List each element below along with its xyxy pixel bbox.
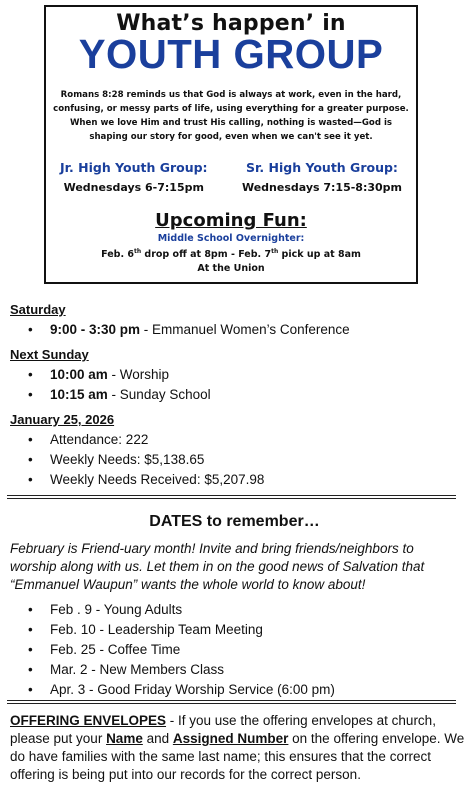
dates-intro: February is Friend-uary month! Invite and bring friends/neighbors to worship along with us. Let them in on the good news of Salvation that “Emmanuel Waupun” wants the whole world to know about!	[10, 541, 425, 592]
flyer-groups	[60, 160, 402, 194]
envelopes-text-2: and	[142, 731, 173, 746]
list-item: • Apr. 3 - Good Friday Worship Service (6:00 pm)	[50, 680, 335, 700]
next-sunday-section	[10, 347, 211, 405]
event-time-b: drop off at 8pm - Feb. 7	[141, 249, 272, 261]
sr-high-heading: Sr. High Youth Group:	[246, 160, 398, 175]
dates-heading: DATES to remember…	[149, 513, 320, 530]
list-item: • Weekly Needs Received: $5,207.98	[50, 470, 264, 490]
list-item: • Mar. 2 - New Members Class	[50, 660, 335, 680]
sr-high-group	[242, 160, 402, 194]
dates-list	[10, 600, 335, 700]
list-item: • Feb. 10 - Leadership Team Meeting	[50, 620, 335, 640]
event-sup-a: th	[133, 248, 142, 255]
saturday-list	[10, 320, 350, 340]
envelopes-text-3: on the offering envelope. We do have families with the same last name; this ensures that the correct offering is being put into our records for the correct person.	[10, 731, 465, 782]
saturday-heading: Saturday	[10, 302, 66, 317]
list-item	[50, 385, 211, 405]
jan25-list	[10, 430, 264, 490]
jr-high-group	[60, 160, 208, 194]
envelopes-heading: OFFERING ENVELOPES	[10, 713, 167, 728]
saturday-section	[10, 302, 350, 340]
next-sunday-heading: Next Sunday	[10, 347, 89, 362]
item-text: - Worship	[107, 367, 170, 382]
flyer-verse: Romans 8:28 reminds us that God is always at work, even in the hard, confusing, or messy parts of life, using everything for a greater purpose. When we love Him and trust His calling, nothing is wasted—God is shaping our story for good, even when we can't see it yet.	[53, 90, 409, 142]
jr-high-heading: Jr. High Youth Group:	[60, 160, 208, 175]
flyer-title-line2: YOUTH GROUP	[78, 31, 384, 77]
event-time-c: pick up at 8am	[278, 249, 361, 261]
offering-envelopes	[10, 712, 465, 784]
envelopes-number: Assigned Number	[172, 731, 289, 746]
upcoming-fun-heading: Upcoming Fun:	[155, 210, 307, 231]
list-item: • Attendance: 222	[50, 430, 264, 450]
item-time: 10:00 am	[50, 367, 108, 382]
next-sunday-list	[10, 365, 211, 405]
jan25-section	[10, 412, 264, 490]
envelopes-name: Name	[106, 731, 143, 746]
item-time: 10:15 am	[50, 387, 108, 402]
list-item: • Weekly Needs: $5,138.65	[50, 450, 264, 470]
jan25-heading: January 25, 2026	[10, 412, 115, 427]
item-time: 9:00 - 3:30 pm	[50, 322, 141, 337]
divider-top	[7, 495, 456, 499]
event-sup-b: th	[271, 248, 279, 255]
jr-high-time: Wednesdays 6-7:15pm	[63, 181, 204, 194]
item-text: - Sunday School	[107, 387, 211, 402]
youth-group-flyer	[44, 5, 418, 284]
event-time-a: Feb. 6	[101, 249, 134, 261]
envelopes-text-1: - If you use the offering envelopes at church, please put your	[10, 713, 436, 746]
dates-section	[10, 597, 335, 700]
event-name: Middle School Overnighter:	[157, 233, 305, 244]
list-item	[50, 320, 350, 340]
divider-bottom	[7, 700, 456, 704]
list-item: • Feb . 9 - Young Adults	[50, 600, 335, 620]
list-item: • Feb. 25 - Coffee Time	[50, 640, 335, 660]
sr-high-time: Wednesdays 7:15-8:30pm	[241, 181, 402, 194]
flyer-title-line1: What’s happen’ in	[116, 11, 346, 36]
item-text: - Emmanuel Women’s Conference	[140, 322, 350, 337]
event-location: At the Union	[197, 263, 265, 275]
event-times	[46, 248, 416, 260]
list-item	[50, 365, 211, 385]
